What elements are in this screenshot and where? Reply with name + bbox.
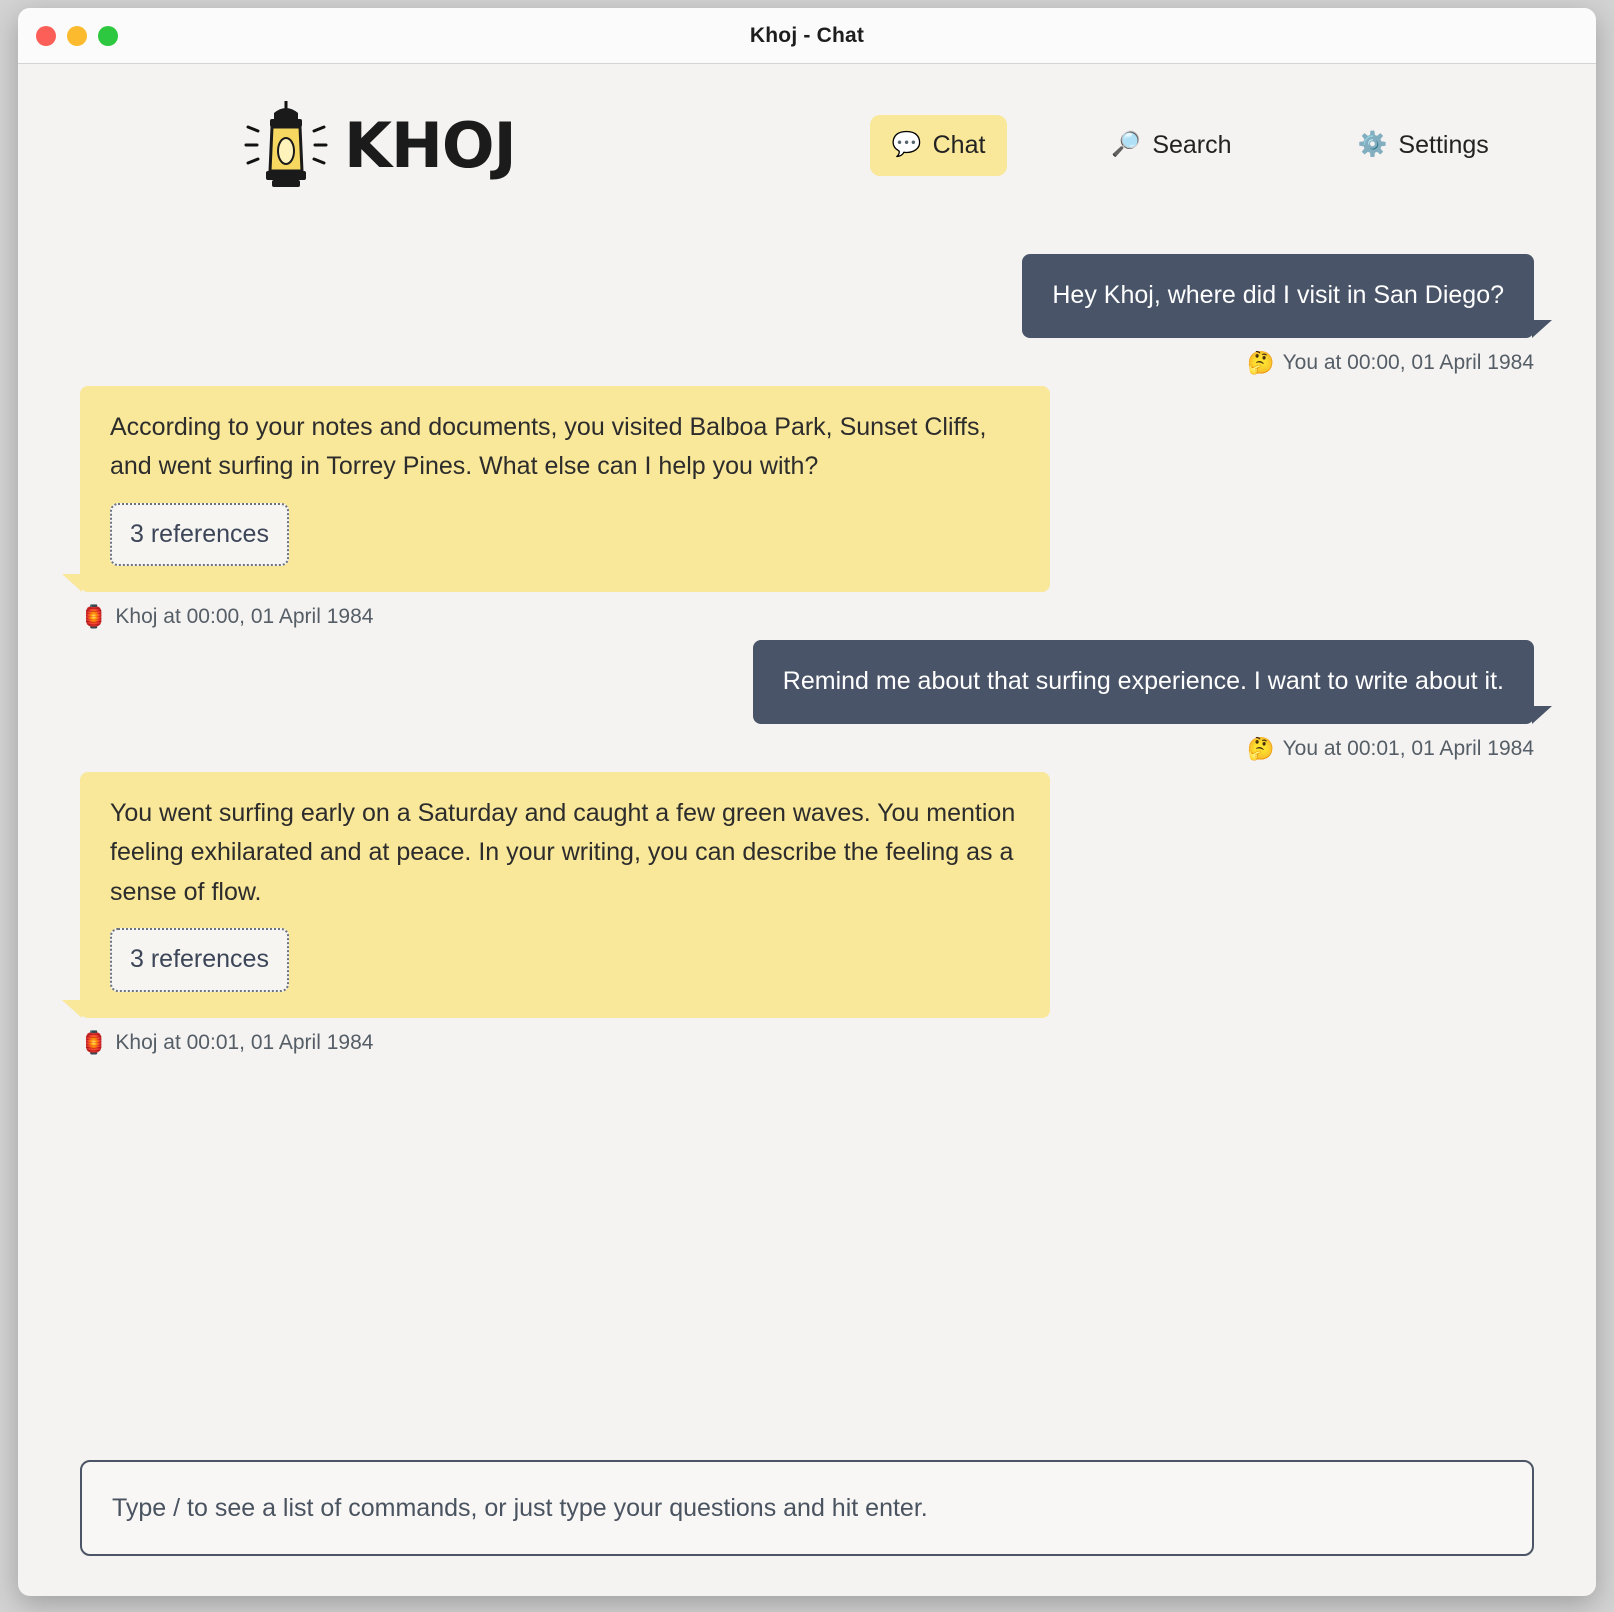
speech-bubble-icon: 💬	[891, 131, 922, 158]
chat-transcript	[18, 194, 1596, 1460]
message-bubble	[80, 772, 1050, 1018]
khoj-logo	[240, 97, 516, 193]
window-titlebar	[18, 8, 1596, 64]
chat-message-khoj-2	[80, 772, 1534, 1056]
message-meta-text: Khoj at 00:01, 01 April 1984	[115, 1030, 374, 1054]
app-window	[18, 8, 1596, 1596]
chat-message-khoj-1	[80, 386, 1534, 631]
thinking-face-icon: 🤔	[1247, 735, 1275, 761]
chat-message-user-1	[80, 254, 1534, 376]
nav-tab-chat-label: Chat	[932, 130, 986, 159]
window-controls[interactable]	[36, 8, 118, 63]
thinking-face-icon: 🤔	[1247, 349, 1275, 375]
message-text: You went surfing early on a Saturday and caught a few green waves. You mention feeling exhilarated and at peace. In your writing, you can describe the feeling as a sense of flow.	[110, 798, 1016, 906]
composer-area	[18, 1460, 1596, 1596]
lantern-icon	[240, 97, 332, 193]
app-content	[18, 64, 1596, 1596]
nav-tab-chat[interactable]	[870, 115, 1008, 176]
chat-input[interactable]	[80, 1460, 1534, 1556]
message-meta	[80, 350, 1534, 376]
message-meta	[80, 604, 1534, 630]
references-button[interactable]: 3 references	[110, 503, 289, 567]
nav-tab-search[interactable]	[1089, 115, 1253, 176]
message-meta	[80, 736, 1534, 762]
references-button[interactable]: 3 references	[110, 928, 289, 992]
message-meta-text: You at 00:01, 01 April 1984	[1282, 736, 1534, 760]
nav-tab-search-label: Search	[1152, 130, 1232, 159]
chat-message-user-2	[80, 640, 1534, 762]
nav-tab-settings[interactable]	[1336, 115, 1511, 176]
nav-tab-settings-label: Settings	[1398, 130, 1489, 159]
window-title: Khoj - Chat	[749, 23, 865, 47]
minimize-button[interactable]	[67, 26, 87, 46]
message-bubble: Remind me about that surfing experience. I want to write about it.	[753, 640, 1534, 724]
logo-wordmark: KHOJ	[344, 108, 516, 182]
zoom-button[interactable]	[98, 26, 118, 46]
gear-icon: ⚙️	[1357, 131, 1388, 158]
magnifier-icon: 🔎	[1111, 131, 1142, 158]
lantern-icon: 🏮	[80, 1029, 108, 1055]
message-bubble: Hey Khoj, where did I visit in San Diego?	[1022, 254, 1534, 338]
lantern-icon: 🏮	[80, 604, 108, 629]
message-meta-text: Khoj at 00:00, 01 April 1984	[115, 605, 374, 628]
message-meta-text: You at 00:00, 01 April 1984	[1282, 350, 1534, 374]
message-meta	[80, 1030, 1534, 1056]
app-header	[18, 64, 1596, 194]
message-text: According to your notes and documents, you visited Balboa Park, Sunset Cliffs, and went surfing in Torrey Pines. What else can I help you with?	[110, 412, 987, 480]
message-bubble	[80, 386, 1050, 593]
main-nav	[870, 115, 1511, 176]
close-button[interactable]	[36, 26, 56, 46]
